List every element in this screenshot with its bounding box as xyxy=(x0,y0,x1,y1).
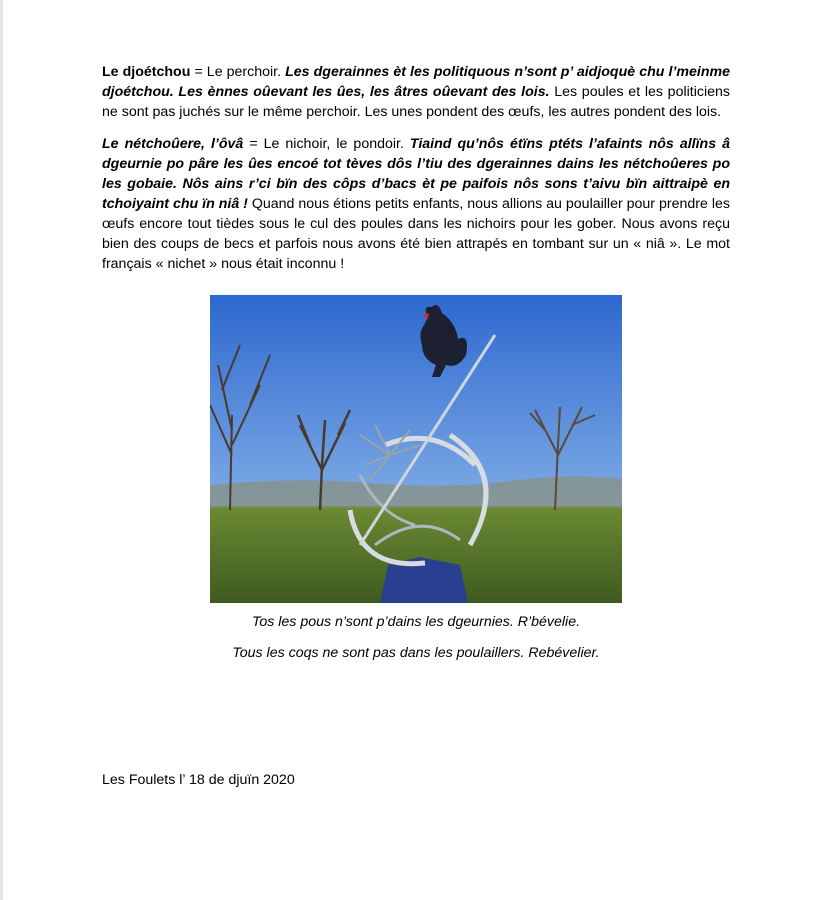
patois-sentence: Tiaind qu’nôs étïns ptéts l’afaints nôs allïns â dgeurnie po pâre les ûes encoé tot tèves dôs l’tiu des dgerainnes dains les nétchoûeres po les gobaie. Nôs ains r’ci bïn des côps d’bacs èt pe paifois nôs sons t’aivu bïn aittraipè en tchoiyaint chu ïn niâ ! xyxy=(102,136,730,212)
term-netchouere: Le nétchoûere, l’ôvâ xyxy=(102,136,244,152)
caption-french: Tous les coqs ne sont pas dans les poulaillers. Rebévelier. xyxy=(232,645,600,661)
french-sentence: Les poules et les politiciens ne sont pas juchés sur le même perchoir. Les unes pondent des œufs, les autres pondent des lois. xyxy=(102,84,730,120)
translation-perchoir: = Le perchoir. xyxy=(190,64,286,80)
paragraph-nichoir xyxy=(102,134,730,274)
caption-patois: Tos les pous n’sont p’dains les dgeurnies. R’bévelie. xyxy=(251,614,581,630)
patois-sentence: Les dgerainnes èt les politiquous n’sont p’ aidjoquè chu l’meinme djoétchou. Les ènnes oûevant les ûes, les âtres oûevant des lois. xyxy=(102,64,731,100)
page-edge xyxy=(0,0,3,900)
paragraph-perchoir xyxy=(102,62,730,122)
sculpture-photo xyxy=(210,295,622,603)
translation-nichoir: = Le nichoir, le pondoir. xyxy=(243,136,410,152)
date-line: Les Foulets l’ 18 de djuïn 2020 xyxy=(102,772,295,788)
term-djoetchou: Le djoétchou xyxy=(102,64,191,80)
document-body xyxy=(102,62,730,274)
rooster-sculpture-image xyxy=(210,295,622,603)
french-sentence: Quand nous étions petits enfants, nous allions au poulailler pour prendre les œufs encore tout tièdes sous le cul des poules dans les nichoirs pour les gober. Nous avons reçu bien des coups de becs et parfois nous avons été bien attrapés en tombant sur un « niâ ». Le mot français « nichet » nous était inconnu ! xyxy=(102,196,730,272)
